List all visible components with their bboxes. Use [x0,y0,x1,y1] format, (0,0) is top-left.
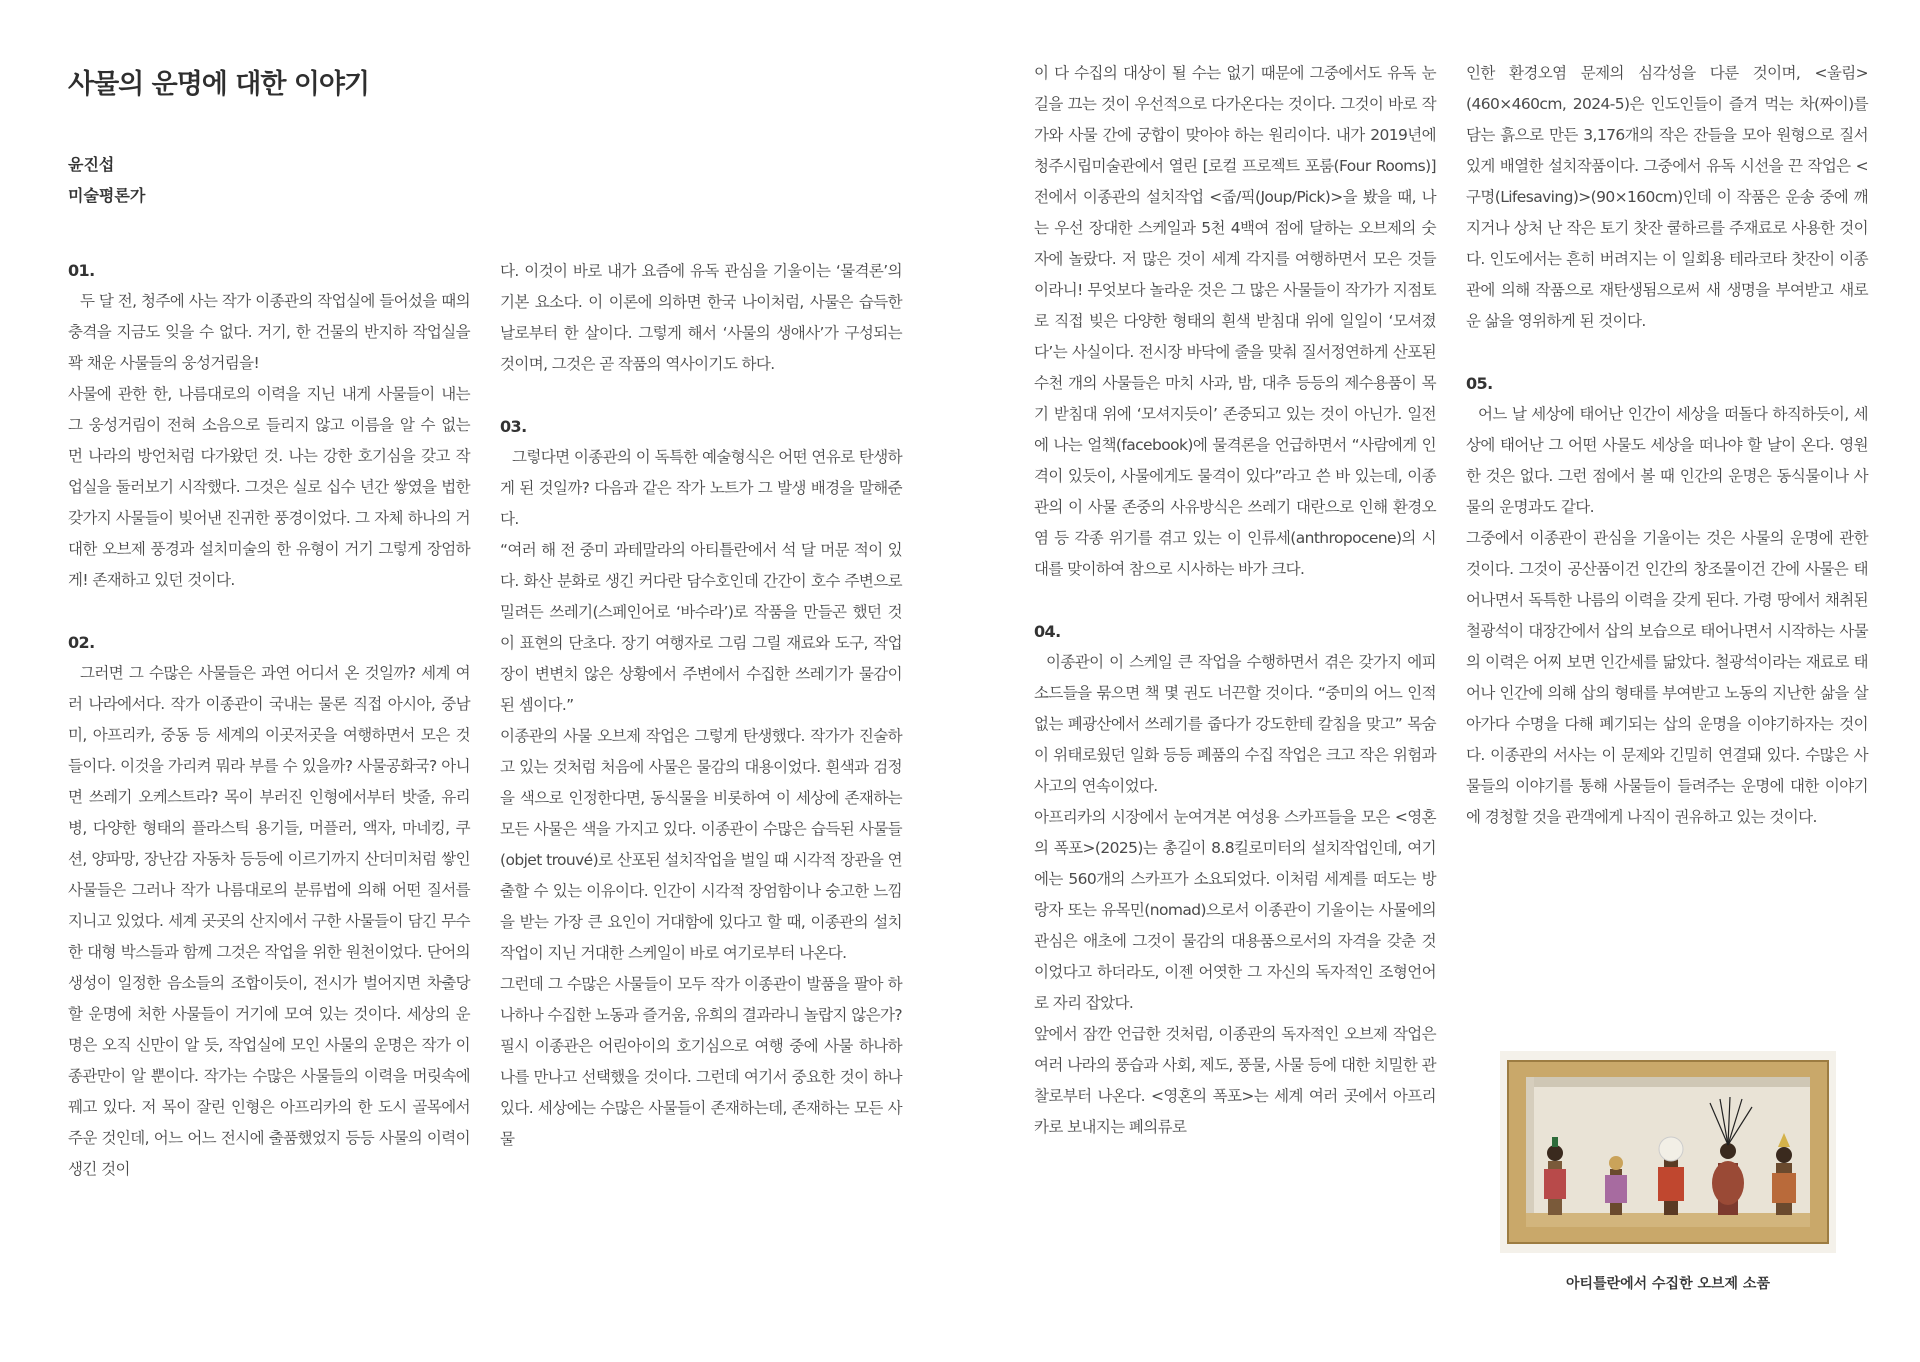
paragraph: 그런데 그 수많은 사물들이 모두 작가 이종관이 발품을 팔아 하나하나 수집한 노동과 즐거움, 유희의 결과라니 놀랍지 않은가? 필시 이종관은 어린아이의 호기심으로 여행 중에 사물 하나하나를 만나고 선택했을 것이다. 그런데 여기서 중요한 것이 하나 있다. 세상에는 수많은 사물들이 존재하는데, 존재하는 모든 사물 [500,975,902,1148]
section-heading-02: 02. [68,633,95,652]
text-column-4 [1466,58,1868,833]
paragraph: 사물에 관한 한, 나름대로의 이력을 지닌 내게 사물들이 내는 그 웅성거림이 전혀 소음으로 들리지 않고 이름을 알 수 없는 먼 나라의 방언처럼 다가왔던 것. 나는 강한 호기심을 갖고 작업실을 둘러보기 시작했다. 그것은 실로 십수 년간 쌓였을 법한 갖가지 사물들이 빚어낸 진귀한 풍경이었다. 그 자체 하나의 거대한 오브제 풍경과 설치미술의 한 유형이 거기 그렇게 장엄하게! 존재하고 있던 것이다. [68,385,470,589]
article-title: 사물의 운명에 대한 이야기 [68,69,370,100]
quote-paragraph: “여러 해 전 중미 과테말라의 아티틀란에서 석 달 머문 적이 있다. 화산 분화로 생긴 커다란 담수호인데 간간이 호수 주변으로 밀려든 쓰레기(스페인어로 ‘바수라’)로 작품을 만들곤 했던 것이 표현의 단초다. 장기 여행자로 그림 그릴 재료와 도구, 작업장이 변변치 않은 상황에서 주변에서 수집한 쓰레기가 물감이 된 셈이다.” [500,541,902,714]
section-heading-03: 03. [500,417,527,436]
section-heading-04: 04. [1034,622,1061,641]
paragraph: 이종관의 사물 오브제 작업은 그렇게 탄생했다. 작가가 진술하고 있는 것처럼 처음에 사물은 물감의 대용이었다. 흰색과 검정을 색으로 인정한다면, 동식물을 비롯하여 이 세상에 존재하는 모든 사물은 색을 가지고 있다. 이종관이 수많은 습득된 사물들(objet trouvé)로 산포된 설치작업을 벌일 때 시각적 장관을 연출할 수 있는 이유이다. 인간이 시각적 장엄함이나 숭고한 느낌을 받는 가장 큰 요인이 거대함에 있다고 할 때, 이종관의 설치작업이 지닌 거대한 스케일이 바로 여기로부터 나온다. [500,727,902,962]
paragraph: 이종관이 이 스케일 큰 작업을 수행하면서 겪은 갖가지 에피소드들을 묶으면 책 몇 권도 너끈할 것이다. “중미의 어느 인적 없는 폐광산에서 쓰레기를 줍다가 강도한테 칼침을 맞고” 목숨이 위태로웠던 일화 등등 폐품의 수집 작업은 크고 작은 위험과 사고의 연속이었다. [1034,653,1436,795]
paragraph: 어느 날 세상에 태어난 인간이 세상을 떠돌다 하직하듯이, 세상에 태어난 그 어떤 사물도 세상을 떠나야 할 날이 온다. 영원한 것은 없다. 그런 점에서 볼 때 인간의 운명은 동식물이나 사물의 운명과도 같다. [1466,405,1868,516]
paragraph: 두 달 전, 청주에 사는 작가 이종관의 작업실에 들어섰을 때의 충격을 지금도 잊을 수 없다. 거기, 한 건물의 반지하 작업실을 꽉 채운 사물들의 웅성거림을! [68,292,470,372]
section-heading-01: 01. [68,261,95,280]
object-box-photo [1500,1051,1836,1253]
author-role: 미술평론가 [68,186,146,205]
text-column-3 [1034,58,1436,1143]
text-column-2 [500,256,902,1155]
paragraph: 이 다 수집의 대상이 될 수는 없기 때문에 그중에서도 유독 눈길을 끄는 것이 우선적으로 다가온다는 것이다. 그것이 바로 작가와 사물 간에 궁합이 맞아야 하는 원리이다. 내가 2019년에 청주시립미술관에서 열린 [로컬 프로젝트 포룸(Four Rooms)]전에서 이종관의 설치작업 <줍/픽(Joup/Pick)>을 봤을 때, 나는 우선 장대한 스케일과 5천 4백여 점에 달하는 오브제의 숫자에 놀랐다. 저 많은 것이 세계 각지를 여행하면서 모은 것들이라니! 무엇보다 놀라운 것은 그 많은 사물들이 작가가 지점토로 직접 빚은 다양한 형태의 흰색 받침대 위에 일일이 ‘모셔졌다’는 사실이다. 전시장 바닥에 줄을 맞춰 질서정연하게 산포된 수천 개의 사물들은 마치 사과, 밤, 대추 등등의 제수용품이 목기 받침대 위에 ‘모셔지듯이’ 존중되고 있는 것이 아닌가. 일전에 나는 얼책(facebook)에 물격론을 언급하면서 “사람에게 인격이 있듯이, 사물에게도 물격이 있다”라고 쓴 바 있는데, 이종관의 이 사물 존중의 사유방식은 쓰레기 대란으로 인해 환경오염 등 각종 위기를 겪고 있는 이 인류세(anthropocene)의 시대를 맞이하여 참으로 시사하는 바가 크다. [1034,64,1436,578]
paragraph: 앞에서 잠깐 언급한 것처럼, 이종관의 독자적인 오브제 작업은 여러 나라의 풍습과 사회, 제도, 풍물, 사물 등에 대한 치밀한 관찰로부터 나온다. <영혼의 폭포>는 세계 여러 곳에서 아프리카로 보내지는 폐의류로 [1034,1025,1436,1136]
paragraph: 인한 환경오염 문제의 심각성을 다룬 것이며, <울림>(460×460cm, 2024-5)은 인도인들이 즐겨 먹는 차(짜이)를 담는 흙으로 만든 3,176개의 작은 잔들을 모아 원형으로 질서 있게 배열한 설치작품이다. 그중에서 유독 시선을 끈 작업은 <구명(Lifesaving)>(90×160cm)인데 이 작품은 운송 중에 깨지거나 상처 난 작은 토기 찻잔 쿨하르를 주재료로 사용한 것이다. 인도에서는 흔히 버려지는 이 일회용 테라코타 찻잔이 이종관에 의해 작품으로 재탄생됨으로써 새 생명을 부여받고 새로운 삶을 영위하게 된 것이다. [1466,64,1868,330]
section-heading-05: 05. [1466,374,1493,393]
author-name: 윤진섭 [68,155,115,174]
spacer [1034,585,1436,616]
spacer [500,380,902,411]
paragraph: 아프리카의 시장에서 눈여겨본 여성용 스카프들을 모은 <영혼의 폭포>(2025)는 총길이 8.8킬로미터의 설치작업인데, 여기에는 560개의 스카프가 소요되었다. 이처럼 세계를 떠도는 방랑자 또는 유목민(nomad)으로서 이종관이 기울이는 사물에의 관심은 애초에 그것이 물감의 대용품으로서의 자격을 갖춘 것이었다고 하더라도, 이젠 어엿한 그 자신의 독자적인 조형언어로 자리 잡았다. [1034,808,1436,1012]
paragraph: 다. 이것이 바로 내가 요즘에 유독 관심을 기울이는 ‘물격론’의 기본 요소다. 이 이론에 의하면 한국 나이처럼, 사물은 습득한 날로부터 한 살이다. 그렇게 해서 ‘사물의 생애사’가 구성되는 것이며, 그것은 곧 작품의 역사이기도 하다. [500,262,902,373]
photo-caption: 아티틀란에서 수집한 오브제 소품 [1566,1276,1770,1292]
text-column-1 [68,255,470,1185]
paragraph: 그렇다면 이종관의 이 독특한 예술형식은 어떤 연유로 탄생하게 된 것일까? 다음과 같은 작가 노트가 그 발생 배경을 말해준다. [500,448,902,528]
paragraph: 그중에서 이종관이 관심을 기울이는 것은 사물의 운명에 관한 것이다. 그것이 공산품이건 인간의 창조물이건 간에 사물은 태어나면서 독특한 나름의 이력을 갖게 된다. 가령 땅에서 채취된 철광석이 대장간에서 삽의 보습으로 태어나면서 시작하는 사물의 이력은 어찌 보면 인간세를 닮았다. 철광석이라는 재료로 태어나 인간에 의해 삽의 형태를 부여받고 노동의 지난한 삶을 살아가다 수명을 다해 폐기되는 삽의 운명을 이야기하자는 것이다. 이종관의 서사는 이 문제와 긴밀히 연결돼 있다. 수많은 사물들의 이야기를 통해 사물들이 들려주는 운명에 대한 이야기에 경청할 것을 관객에게 나직이 권유하고 있는 것이다. [1466,529,1868,826]
paragraph: 그러면 그 수많은 사물들은 과연 어디서 온 것일까? 세계 여러 나라에서다. 작가 이종관이 국내는 물론 직접 아시아, 중남미, 아프리카, 중동 등 세계의 이곳저곳을 여행하면서 모은 것들이다. 이것을 가리켜 뭐라 부를 수 있을까? 사물공화국? 아니면 쓰레기 오케스트라? 목이 부러진 인형에서부터 밧줄, 유리병, 다양한 형태의 플라스틱 용기들, 머플러, 액자, 마네킹, 쿠션, 양파망, 장난감 자동차 등등에 이르기까지 산더미처럼 쌓인 사물들은 그러나 작가 나름대로의 분류법에 의해 어떤 질서를 지니고 있었다. 세계 곳곳의 산지에서 구한 사물들이 담긴 무수한 대형 박스들과 함께 그것은 작업을 위한 원천이었다. 단어의 생성이 일정한 음소들의 조합이듯이, 전시가 벌어지면 차출당할 운명에 처한 사물들이 거기에 모여 있는 것이다. 세상의 운명은 오직 신만이 알 듯, 작업실에 모인 사물의 운명은 작가 이종관만이 알 뿐이다. 작가는 수많은 사물들의 이력을 머릿속에 꿰고 있다. 저 목이 잘린 인형은 아프리카의 한 도시 골목에서 주운 것인데, 어느 어느 전시에 출품했었지 등등 사물의 이력이 생긴 것이 [68,664,470,1178]
spacer [1466,337,1868,368]
object-box-illustration [1500,1051,1836,1253]
spacer [68,596,470,627]
